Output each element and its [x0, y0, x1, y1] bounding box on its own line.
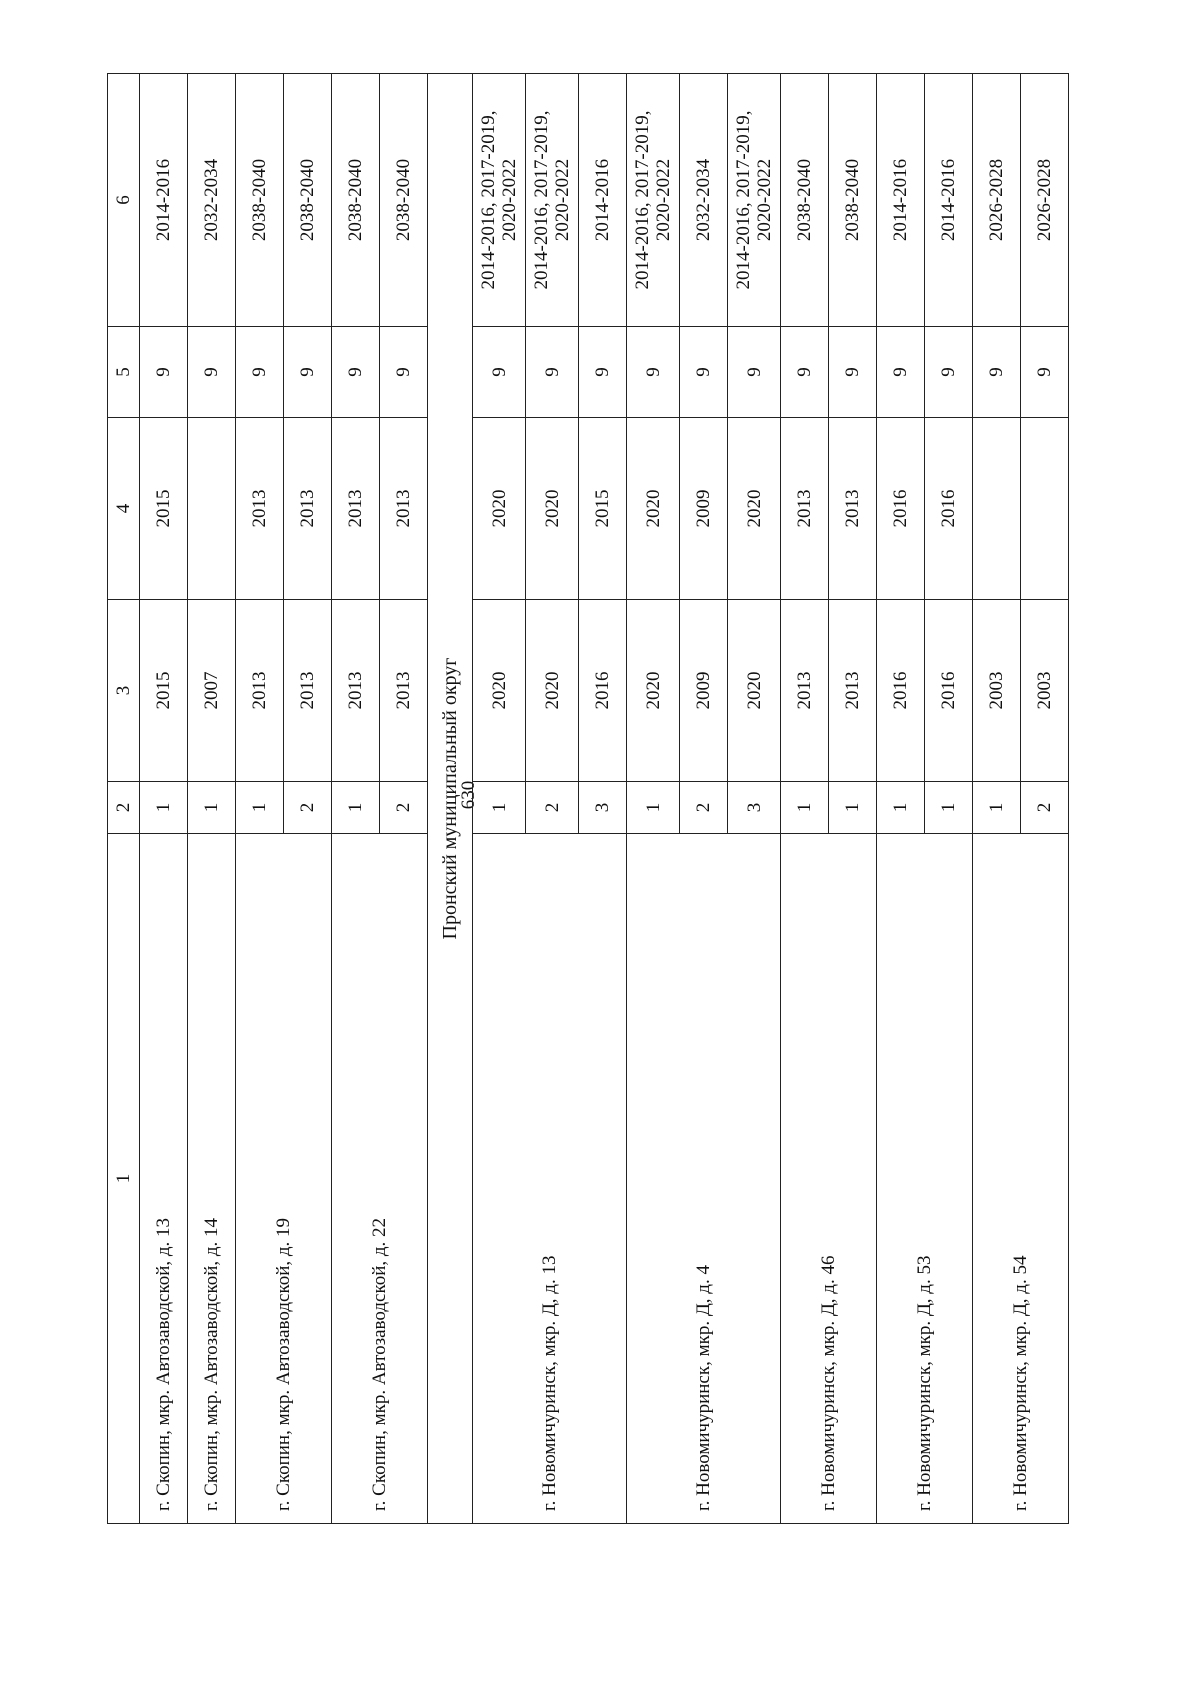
table-row	[332, 74, 380, 1524]
cell-c6	[1021, 74, 1069, 327]
cell-c4	[973, 418, 1021, 600]
cell-c2: 2	[284, 782, 332, 834]
period-line: 2014-2016	[938, 158, 959, 242]
cell-c2: 1	[781, 782, 829, 834]
period-line: 2020-2022	[653, 158, 674, 242]
period-line: 2026-2028	[986, 158, 1007, 242]
cell-c4: 2013	[236, 418, 284, 600]
cell-c5: 9	[925, 327, 973, 418]
address-cell: г. Новомичуринск, мкр. Д, д. 4	[627, 834, 781, 1524]
cell-c6	[925, 74, 973, 327]
header-row	[108, 74, 140, 1524]
cell-c3: 2020	[728, 600, 781, 782]
cell-c6	[526, 74, 579, 327]
cell-c3: 2003	[1021, 600, 1069, 782]
cell-c5: 9	[236, 327, 284, 418]
section-title: Пронский муниципальный округ	[428, 74, 473, 1524]
period-line: 2038-2040	[249, 158, 270, 242]
cell-c3: 2013	[284, 600, 332, 782]
cell-c6	[627, 74, 680, 327]
cell-c3: 2009	[680, 600, 728, 782]
cell-c3: 2020	[627, 600, 680, 782]
cell-c2: 3	[728, 782, 781, 834]
table-row	[877, 74, 925, 1524]
cell-c5: 9	[973, 327, 1021, 418]
period-line: 2038-2040	[842, 158, 863, 242]
cell-c3: 2007	[188, 600, 236, 782]
cell-c6	[473, 74, 526, 327]
cell-c6	[728, 74, 781, 327]
cell-c5: 9	[284, 327, 332, 418]
period-line: 2014-2016	[153, 158, 174, 242]
header-cell-1: 1	[108, 834, 140, 1524]
period-line: 2014-2016	[890, 158, 911, 242]
cell-c5: 9	[781, 327, 829, 418]
cell-c2: 1	[627, 782, 680, 834]
cell-c3: 2015	[140, 600, 188, 782]
cell-c6	[284, 74, 332, 327]
cell-c4: 2009	[680, 418, 728, 600]
cell-c3: 2013	[781, 600, 829, 782]
period-line: 2032-2034	[693, 158, 714, 242]
address-cell: г. Скопин, мкр. Автозаводской, д. 22	[332, 834, 428, 1524]
cell-c2: 2	[680, 782, 728, 834]
cell-c2: 1	[877, 782, 925, 834]
cell-c2: 1	[925, 782, 973, 834]
cell-c3: 2003	[973, 600, 1021, 782]
cell-c6	[188, 74, 236, 327]
cell-c5: 9	[380, 327, 428, 418]
rotated-table-wrapper	[107, 74, 1057, 1524]
cell-c4	[188, 418, 236, 600]
cell-c3: 2013	[380, 600, 428, 782]
cell-c5: 9	[680, 327, 728, 418]
section-row	[428, 74, 473, 1524]
cell-c4	[1021, 418, 1069, 600]
period-line: 2038-2040	[393, 158, 414, 242]
header-cell-3: 3	[108, 600, 140, 782]
cell-c3: 2016	[925, 600, 973, 782]
header-cell-4: 4	[108, 418, 140, 600]
cell-c2: 1	[188, 782, 236, 834]
cell-c2: 1	[332, 782, 380, 834]
cell-c3: 2013	[236, 600, 284, 782]
cell-c3: 2013	[332, 600, 380, 782]
cell-c6	[829, 74, 877, 327]
address-cell: г. Новомичуринск, мкр. Д, д. 46	[781, 834, 877, 1524]
cell-c2: 1	[973, 782, 1021, 834]
table-body	[108, 74, 1069, 1524]
cell-c6	[140, 74, 188, 327]
data-table	[107, 73, 1069, 1524]
cell-c5: 9	[332, 327, 380, 418]
cell-c4: 2020	[473, 418, 526, 600]
address-cell: г. Скопин, мкр. Автозаводской, д. 13	[140, 834, 188, 1524]
address-cell: г. Скопин, мкр. Автозаводской, д. 14	[188, 834, 236, 1524]
cell-c4: 2013	[829, 418, 877, 600]
cell-c2: 1	[473, 782, 526, 834]
cell-c3: 2016	[579, 600, 627, 782]
period-line: 2014-2016, 2017-2019,	[478, 110, 499, 290]
cell-c5: 9	[877, 327, 925, 418]
period-line: 2014-2016, 2017-2019,	[531, 110, 552, 290]
table-row	[627, 74, 680, 1524]
address-cell: г. Скопин, мкр. Автозаводской, д. 19	[236, 834, 332, 1524]
cell-c6	[680, 74, 728, 327]
period-line: 2020-2022	[552, 158, 573, 242]
cell-c4: 2013	[332, 418, 380, 600]
header-cell-6: 6	[108, 74, 140, 327]
cell-c5: 9	[829, 327, 877, 418]
period-line: 2026-2028	[1034, 158, 1055, 242]
cell-c2: 1	[140, 782, 188, 834]
cell-c4: 2020	[526, 418, 579, 600]
cell-c3: 2020	[526, 600, 579, 782]
cell-c4: 2013	[284, 418, 332, 600]
cell-c4: 2016	[925, 418, 973, 600]
period-line: 2020-2022	[754, 158, 775, 242]
cell-c2: 2	[526, 782, 579, 834]
page-number: 630	[458, 780, 479, 810]
cell-c3: 2013	[829, 600, 877, 782]
cell-c4: 2015	[140, 418, 188, 600]
period-line: 2032-2034	[201, 158, 222, 242]
cell-c2: 3	[579, 782, 627, 834]
cell-c4: 2020	[627, 418, 680, 600]
cell-c6	[236, 74, 284, 327]
cell-c5: 9	[579, 327, 627, 418]
cell-c4: 2013	[380, 418, 428, 600]
period-line: 2038-2040	[794, 158, 815, 242]
period-line: 2038-2040	[297, 158, 318, 242]
table-row	[236, 74, 284, 1524]
period-line: 2038-2040	[345, 158, 366, 242]
cell-c4: 2020	[728, 418, 781, 600]
period-line: 2014-2016, 2017-2019,	[733, 110, 754, 290]
table-row	[140, 74, 188, 1524]
table-scan-area	[107, 74, 1057, 1524]
table-row	[973, 74, 1021, 1524]
cell-c6	[781, 74, 829, 327]
cell-c3: 2016	[877, 600, 925, 782]
table-row	[781, 74, 829, 1524]
period-line: 2014-2016	[592, 158, 613, 242]
cell-c6	[380, 74, 428, 327]
cell-c5: 9	[1021, 327, 1069, 418]
cell-c2: 1	[236, 782, 284, 834]
period-line: 2020-2022	[499, 158, 520, 242]
cell-c6	[877, 74, 925, 327]
header-cell-2: 2	[108, 782, 140, 834]
table-row	[473, 74, 526, 1524]
address-cell: г. Новомичуринск, мкр. Д, д. 53	[877, 834, 973, 1524]
cell-c2: 2	[380, 782, 428, 834]
cell-c5: 9	[140, 327, 188, 418]
cell-c5: 9	[188, 327, 236, 418]
cell-c6	[332, 74, 380, 327]
cell-c4: 2015	[579, 418, 627, 600]
cell-c5: 9	[728, 327, 781, 418]
cell-c6	[579, 74, 627, 327]
period-line: 2014-2016, 2017-2019,	[632, 110, 653, 290]
header-cell-5: 5	[108, 327, 140, 418]
cell-c4: 2013	[781, 418, 829, 600]
cell-c5: 9	[526, 327, 579, 418]
cell-c6	[973, 74, 1021, 327]
cell-c2: 2	[1021, 782, 1069, 834]
table-row	[188, 74, 236, 1524]
address-cell: г. Новомичуринск, мкр. Д, д. 13	[473, 834, 627, 1524]
cell-c3: 2020	[473, 600, 526, 782]
cell-c5: 9	[627, 327, 680, 418]
cell-c2: 1	[829, 782, 877, 834]
address-cell: г. Новомичуринск, мкр. Д, д. 54	[973, 834, 1069, 1524]
cell-c5: 9	[473, 327, 526, 418]
cell-c4: 2016	[877, 418, 925, 600]
